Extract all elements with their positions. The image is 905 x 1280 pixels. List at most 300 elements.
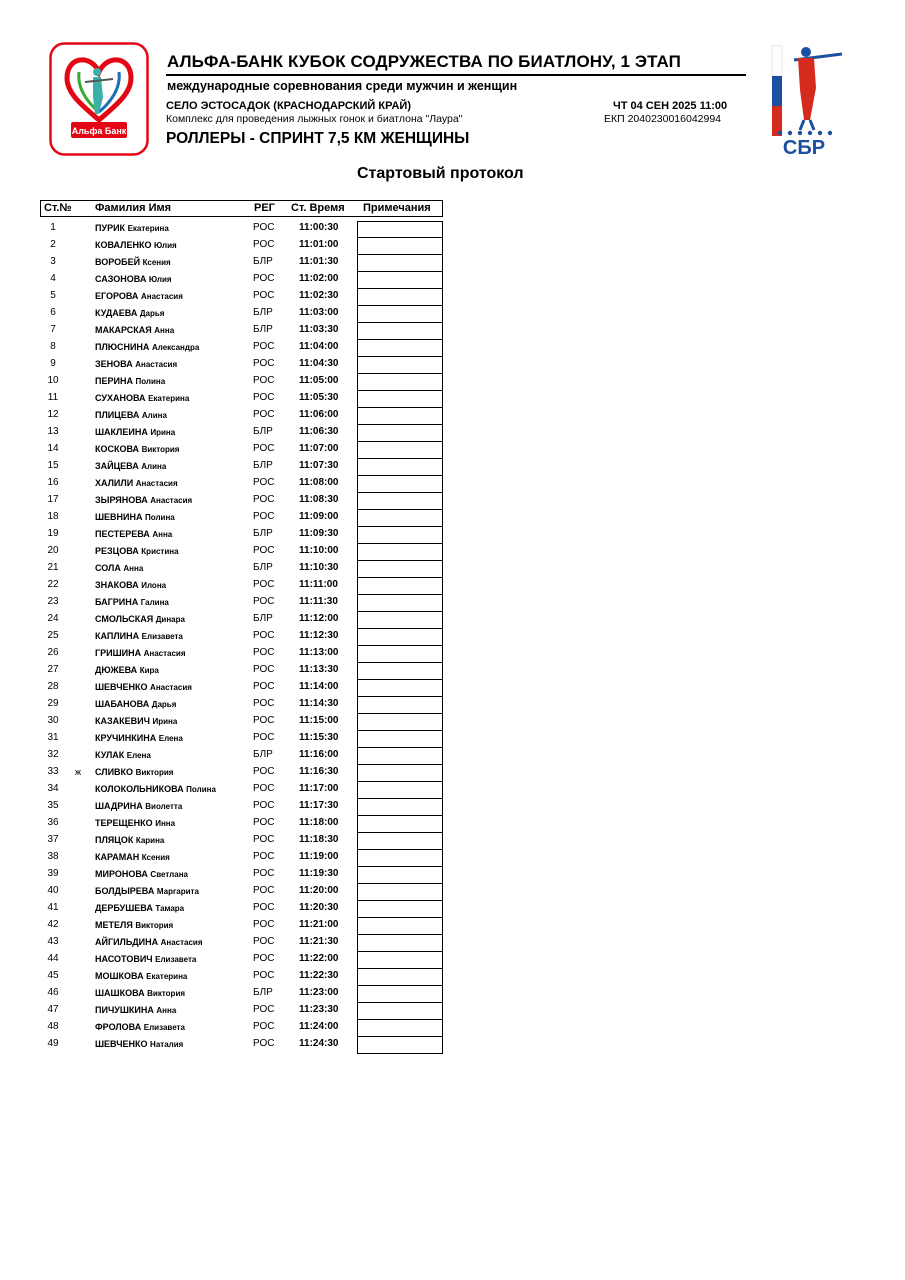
region: БЛР — [253, 256, 273, 267]
athlete-name — [95, 580, 166, 590]
athlete-name — [95, 325, 174, 335]
athlete-name — [95, 835, 164, 845]
athlete-name — [95, 920, 173, 930]
start-time: 11:21:30 — [299, 936, 339, 947]
start-time: 11:10:30 — [299, 562, 339, 573]
table-row — [40, 357, 445, 374]
athlete-first-name: Анастасия — [135, 360, 178, 369]
athlete-name — [95, 359, 177, 369]
athlete-last-name: КРУЧИНКИНА — [95, 733, 157, 743]
table-row — [40, 833, 445, 850]
region: РОС — [253, 358, 275, 369]
region: РОС — [253, 766, 275, 777]
start-time: 11:13:30 — [299, 664, 339, 675]
start-number: 5 — [50, 290, 56, 301]
athlete-first-name: Дарья — [151, 700, 177, 709]
athlete-last-name: КАРАМАН — [95, 852, 140, 862]
athlete-first-name: Анастасия — [160, 938, 203, 947]
start-number: 2 — [50, 239, 56, 250]
athlete-last-name: ПЕРИНА — [95, 376, 133, 386]
athlete-first-name: Кристина — [141, 547, 179, 556]
region: РОС — [253, 511, 275, 522]
notes-cell — [357, 527, 443, 544]
start-time: 11:23:00 — [299, 987, 339, 998]
athlete-name — [95, 257, 171, 267]
athlete-name — [95, 444, 179, 454]
notes-cell — [357, 986, 443, 1003]
region: БЛР — [253, 460, 273, 471]
athlete-first-name: Анастасия — [150, 496, 193, 505]
athlete-name — [95, 665, 159, 675]
table-row — [40, 918, 445, 935]
athlete-last-name: МЕТЕЛЯ — [95, 920, 133, 930]
start-time: 11:02:00 — [299, 273, 339, 284]
table-row — [40, 306, 445, 323]
col-header-name: Фамилия Имя — [95, 202, 172, 214]
athlete-first-name: Алина — [141, 411, 167, 420]
ekp-number: ЕКП 2040230016042994 — [604, 113, 722, 125]
notes-cell — [357, 391, 443, 408]
athlete-first-name: Елена — [158, 734, 183, 743]
region: РОС — [253, 885, 275, 896]
start-time: 11:18:00 — [299, 817, 339, 828]
start-time: 11:01:00 — [299, 239, 339, 250]
athlete-last-name: РЕЗЦОВА — [95, 546, 139, 556]
athlete-last-name: МАКАРСКАЯ — [95, 325, 152, 335]
event-subtitle: международные соревнования среди мужчин и женщин — [167, 79, 518, 93]
athlete-last-name: СЛИВКО — [95, 767, 134, 777]
athlete-first-name: Анна — [154, 326, 175, 335]
start-time: 11:03:30 — [299, 324, 339, 335]
table-row — [40, 680, 445, 697]
athlete-name — [95, 223, 169, 233]
col-header-notes: Примечания — [363, 202, 431, 214]
athlete-first-name: Ксения — [141, 853, 170, 862]
notes-cell — [357, 238, 443, 255]
athlete-last-name: ШАКЛЕИНА — [95, 427, 148, 437]
notes-cell — [357, 442, 443, 459]
notes-cell — [357, 272, 443, 289]
start-number: 24 — [47, 613, 59, 624]
table-row — [40, 289, 445, 306]
region: РОС — [253, 443, 275, 454]
start-number: 43 — [47, 936, 59, 947]
notes-cell — [357, 850, 443, 867]
start-number: 41 — [47, 902, 59, 913]
athlete-name — [95, 682, 192, 692]
athlete-first-name: Наталия — [150, 1040, 184, 1049]
athlete-last-name: ПЕСТЕРЕВА — [95, 529, 150, 539]
region: БЛР — [253, 562, 273, 573]
athlete-last-name: СМОЛЬСКАЯ — [95, 614, 154, 624]
athlete-last-name: НАСОТОВИЧ — [95, 954, 153, 964]
region: БЛР — [253, 987, 273, 998]
table-row — [40, 935, 445, 952]
table-row — [40, 578, 445, 595]
notes-cell — [357, 765, 443, 782]
notes-cell — [357, 629, 443, 646]
start-time: 11:09:30 — [299, 528, 339, 539]
start-time: 11:23:30 — [299, 1004, 339, 1015]
athlete-name — [95, 1005, 176, 1015]
athlete-last-name: ЕГОРОВА — [95, 291, 139, 301]
title-divider — [166, 74, 746, 76]
start-time: 11:06:00 — [299, 409, 339, 420]
start-time: 11:05:00 — [299, 375, 339, 386]
athlete-name — [95, 631, 183, 641]
notes-cell — [357, 935, 443, 952]
athlete-first-name: Елизавета — [141, 632, 183, 641]
table-row — [40, 901, 445, 918]
start-time: 11:15:00 — [299, 715, 339, 726]
region: БЛР — [253, 749, 273, 760]
start-time: 11:08:00 — [299, 477, 339, 488]
athlete-name — [95, 291, 183, 301]
start-number: 36 — [47, 817, 59, 828]
notes-cell — [357, 1003, 443, 1020]
table-row — [40, 884, 445, 901]
athlete-name — [95, 733, 183, 743]
notes-cell — [357, 306, 443, 323]
athlete-last-name: КОЛОКОЛЬНИКОВА — [95, 784, 184, 794]
notes-cell — [357, 476, 443, 493]
athlete-name — [95, 478, 178, 488]
athlete-last-name: ЗНАКОВА — [95, 580, 139, 590]
athlete-last-name: ПИЧУШКИНА — [95, 1005, 154, 1015]
athlete-last-name: КАПЛИНА — [95, 631, 140, 641]
athlete-name — [95, 886, 199, 896]
athlete-last-name: САЗОНОВА — [95, 274, 147, 284]
athlete-last-name: МОШКОВА — [95, 971, 144, 981]
start-number: 6 — [50, 307, 56, 318]
start-number: 15 — [47, 460, 59, 471]
notes-cell — [357, 425, 443, 442]
col-header-num: Ст.№ — [44, 202, 72, 214]
start-number: 49 — [47, 1038, 59, 1049]
athlete-last-name: БОЛДЫРЕВА — [95, 886, 155, 896]
table-row — [40, 612, 445, 629]
notes-cell — [357, 374, 443, 391]
notes-cell — [357, 901, 443, 918]
start-time: 11:11:30 — [299, 596, 338, 607]
start-time: 11:19:00 — [299, 851, 339, 862]
document-title: Стартовый протокол — [357, 165, 524, 182]
notes-cell — [357, 255, 443, 272]
region: РОС — [253, 630, 275, 641]
logo-right-text: СБР — [782, 137, 826, 158]
athlete-first-name: Виктория — [147, 989, 186, 998]
athlete-first-name: Дарья — [139, 309, 165, 318]
start-time: 11:17:30 — [299, 800, 339, 811]
region: РОС — [253, 953, 275, 964]
notes-cell — [357, 357, 443, 374]
athlete-name — [95, 274, 172, 284]
athlete-last-name: СУХАНОВА — [95, 393, 146, 403]
start-number: 30 — [47, 715, 59, 726]
table-row — [40, 969, 445, 986]
start-time: 11:24:30 — [299, 1038, 339, 1049]
athlete-name — [95, 427, 175, 437]
start-time: 11:20:30 — [299, 902, 339, 913]
notes-cell — [357, 833, 443, 850]
alfa-bank-cup-logo — [49, 42, 149, 156]
start-time: 11:12:00 — [299, 613, 339, 624]
athlete-name — [95, 869, 188, 879]
athlete-name — [95, 614, 185, 624]
athlete-last-name: ТЕРЕЩЕНКО — [95, 818, 153, 828]
region: РОС — [253, 698, 275, 709]
start-number: 33 — [47, 766, 59, 777]
start-number: 45 — [47, 970, 59, 981]
athlete-name — [95, 784, 216, 794]
athlete-last-name: МИРОНОВА — [95, 869, 148, 879]
athlete-last-name: ЗЕНОВА — [95, 359, 133, 369]
table-row — [40, 391, 445, 408]
region: РОС — [253, 970, 275, 981]
athlete-last-name: КУЛАК — [95, 750, 125, 760]
notes-cell — [357, 408, 443, 425]
athlete-name — [95, 971, 187, 981]
region: РОС — [253, 375, 275, 386]
start-number: 22 — [47, 579, 59, 590]
table-row — [40, 629, 445, 646]
notes-cell — [357, 782, 443, 799]
athlete-first-name: Ксения — [142, 258, 171, 267]
athlete-name — [95, 563, 143, 573]
region: РОС — [253, 851, 275, 862]
col-header-time: Ст. Время — [291, 202, 345, 214]
athlete-last-name: ШЕВЧЕНКО — [95, 1039, 148, 1049]
table-row — [40, 442, 445, 459]
table-row — [40, 765, 445, 782]
region: РОС — [253, 834, 275, 845]
region: РОС — [253, 1038, 275, 1049]
athlete-last-name: ШЕВНИНА — [95, 512, 143, 522]
athlete-first-name: Полина — [186, 785, 216, 794]
region: РОС — [253, 341, 275, 352]
table-header — [40, 200, 443, 217]
start-number: 37 — [47, 834, 59, 845]
start-time: 11:16:30 — [299, 766, 339, 777]
notes-cell — [357, 680, 443, 697]
venue: СЕЛО ЭСТОСАДОК (КРАСНОДАРСКИЙ КРАЙ) — [166, 100, 411, 112]
table-row — [40, 425, 445, 442]
start-number: 10 — [47, 375, 59, 386]
start-time: 11:13:00 — [299, 647, 339, 658]
athlete-name — [95, 954, 196, 964]
athlete-first-name: Полина — [145, 513, 175, 522]
notes-cell — [357, 493, 443, 510]
start-time: 11:21:00 — [299, 919, 339, 930]
region: РОС — [253, 800, 275, 811]
athlete-first-name: Анастасия — [140, 292, 183, 301]
table-row — [40, 544, 445, 561]
start-number: 12 — [47, 409, 59, 420]
athlete-last-name: ДЕРБУШЕВА — [95, 903, 153, 913]
notes-cell — [357, 714, 443, 731]
table-row — [40, 238, 445, 255]
region: РОС — [253, 664, 275, 675]
athlete-name — [95, 767, 173, 777]
start-number: 26 — [47, 647, 59, 658]
notes-cell — [357, 595, 443, 612]
start-number: 35 — [47, 800, 59, 811]
region: РОС — [253, 732, 275, 743]
athlete-last-name: ПЛИЦЕВА — [95, 410, 140, 420]
athlete-name — [95, 529, 172, 539]
athlete-first-name: Елизавета — [155, 955, 197, 964]
start-number: 21 — [47, 562, 59, 573]
start-number: 25 — [47, 630, 59, 641]
athlete-first-name: Анастасия — [135, 479, 178, 488]
start-number: 3 — [50, 256, 56, 267]
start-time: 11:04:30 — [299, 358, 339, 369]
col-header-reg: РЕГ — [254, 202, 275, 214]
start-time: 11:11:00 — [299, 579, 338, 590]
notes-cell — [357, 918, 443, 935]
table-row — [40, 952, 445, 969]
athlete-name — [95, 648, 186, 658]
start-number: 18 — [47, 511, 59, 522]
table-row — [40, 510, 445, 527]
start-number: 20 — [47, 545, 59, 556]
athlete-first-name: Илона — [141, 581, 167, 590]
athlete-last-name: ПЛЮСНИНА — [95, 342, 150, 352]
start-number: 27 — [47, 664, 59, 675]
event-datetime: ЧТ 04 СЕН 2025 11:00 — [613, 100, 728, 112]
athlete-first-name: Александра — [151, 343, 200, 352]
athlete-name — [95, 512, 175, 522]
start-time: 11:22:30 — [299, 970, 339, 981]
notes-cell — [357, 289, 443, 306]
table-row — [40, 731, 445, 748]
athlete-first-name: Кира — [139, 666, 159, 675]
start-time: 11:19:30 — [299, 868, 339, 879]
start-number: 28 — [47, 681, 59, 692]
athlete-name — [95, 1039, 183, 1049]
region: РОС — [253, 681, 275, 692]
region: БЛР — [253, 528, 273, 539]
start-time: 11:04:00 — [299, 341, 339, 352]
athlete-first-name: Анна — [152, 530, 173, 539]
notes-cell — [357, 663, 443, 680]
athlete-last-name: ПЛЯЦОК — [95, 835, 134, 845]
athlete-first-name: Карина — [135, 836, 165, 845]
start-number: 40 — [47, 885, 59, 896]
athlete-last-name: ШАШКОВА — [95, 988, 145, 998]
athlete-last-name: КОСКОВА — [95, 444, 140, 454]
start-number: 8 — [50, 341, 56, 352]
athlete-name — [95, 903, 184, 913]
notes-cell — [357, 510, 443, 527]
notes-cell — [357, 1037, 443, 1054]
start-time: 11:02:30 — [299, 290, 339, 301]
start-time: 11:07:30 — [299, 460, 339, 471]
start-list — [40, 221, 445, 1054]
notes-cell — [357, 544, 443, 561]
region: РОС — [253, 902, 275, 913]
region: РОС — [253, 392, 275, 403]
table-row — [40, 527, 445, 544]
notes-cell — [357, 867, 443, 884]
athlete-first-name: Инна — [155, 819, 176, 828]
region: БЛР — [253, 324, 273, 335]
athlete-last-name: ШАДРИНА — [95, 801, 143, 811]
notes-cell — [357, 561, 443, 578]
notes-cell — [357, 459, 443, 476]
notes-cell — [357, 799, 443, 816]
table-row — [40, 476, 445, 493]
athlete-first-name: Анастасия — [143, 649, 186, 658]
athlete-first-name: Екатерина — [127, 224, 169, 233]
athlete-name — [95, 1022, 185, 1032]
notes-cell — [357, 731, 443, 748]
athlete-first-name: Тамара — [155, 904, 185, 913]
region: БЛР — [253, 426, 273, 437]
athlete-last-name: СОЛА — [95, 563, 121, 573]
start-time: 11:03:00 — [299, 307, 339, 318]
table-row — [40, 408, 445, 425]
athlete-first-name: Виктория — [135, 768, 174, 777]
table-row — [40, 1037, 445, 1054]
start-time: 11:17:00 — [299, 783, 339, 794]
athlete-first-name: Динара — [155, 615, 185, 624]
start-time: 11:00:30 — [299, 222, 339, 233]
athlete-first-name: Виолетта — [145, 802, 183, 811]
notes-cell — [357, 578, 443, 595]
athlete-name — [95, 546, 179, 556]
athlete-last-name: ХАЛИЛИ — [95, 478, 134, 488]
start-number: 34 — [47, 783, 59, 794]
start-time: 11:12:30 — [299, 630, 339, 641]
region: РОС — [253, 868, 275, 879]
start-number: 13 — [47, 426, 59, 437]
athlete-last-name: КУДАЕВА — [95, 308, 138, 318]
athlete-last-name: ШЕВЧЕНКО — [95, 682, 148, 692]
athlete-name — [95, 342, 199, 352]
region: РОС — [253, 1004, 275, 1015]
start-time: 11:05:30 — [299, 392, 339, 403]
athlete-first-name: Елизавета — [143, 1023, 185, 1032]
table-row — [40, 255, 445, 272]
start-number: 23 — [47, 596, 59, 607]
athlete-first-name: Анна — [123, 564, 144, 573]
table-row — [40, 816, 445, 833]
athlete-first-name: Юлия — [148, 275, 172, 284]
table-row — [40, 850, 445, 867]
athlete-last-name: ШАБАНОВА — [95, 699, 150, 709]
athlete-last-name: ПУРИК — [95, 223, 126, 233]
athlete-name — [95, 308, 164, 318]
region: РОС — [253, 817, 275, 828]
athlete-name — [95, 376, 165, 386]
notes-cell — [357, 1020, 443, 1037]
athlete-last-name: ЗАЙЦЕВА — [95, 461, 139, 471]
athlete-first-name: Алина — [141, 462, 167, 471]
athlete-name — [95, 818, 175, 828]
start-number: 7 — [50, 324, 56, 335]
athlete-last-name: ФРОЛОВА — [95, 1022, 142, 1032]
athlete-name — [95, 750, 151, 760]
start-time: 11:20:00 — [299, 885, 339, 896]
start-time: 11:01:30 — [299, 256, 339, 267]
athlete-last-name: ДЮЖЕВА — [95, 665, 138, 675]
notes-cell — [357, 612, 443, 629]
start-number: 19 — [47, 528, 59, 539]
athlete-first-name: Елена — [126, 751, 151, 760]
athlete-first-name: Юлия — [153, 241, 177, 250]
athlete-name — [95, 716, 177, 726]
